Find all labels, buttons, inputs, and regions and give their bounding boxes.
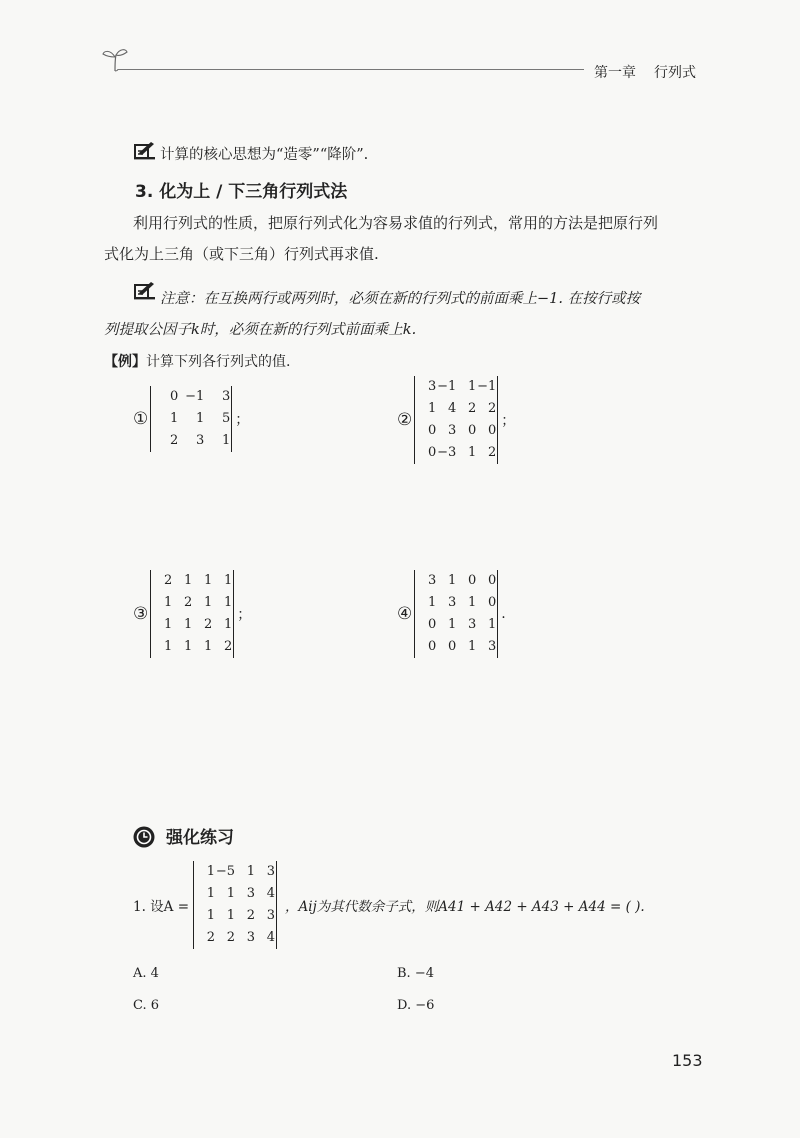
matrix-cell: −3 — [437, 445, 457, 460]
matrix-cell: 2 — [206, 930, 216, 945]
matrix-cell: 1 — [447, 617, 457, 632]
chapter-number: 第一章 — [594, 65, 636, 81]
matrix-cell: 3 — [447, 423, 457, 438]
section-title: 3. 化为上 / 下三角行列式法 — [135, 182, 348, 202]
matrix-row — [416, 636, 496, 658]
determinant-suffix: ； — [501, 413, 516, 429]
matrix-cell: −1 — [185, 389, 205, 404]
paragraph-line: 式化为上三角（或下三角）行列式再求值. — [104, 245, 379, 263]
matrix-cell: 3 — [447, 595, 457, 610]
note-pen-icon — [134, 141, 156, 160]
matrix-cell: 3 — [246, 886, 256, 901]
matrix-cell: 3 — [487, 639, 497, 654]
matrix-cell: 1 — [246, 864, 256, 879]
practice-title: 强化练习 — [166, 828, 234, 848]
matrix-row — [152, 408, 230, 430]
matrix-row — [416, 442, 496, 464]
matrix-cell: 1 — [203, 573, 213, 588]
matrix-cell: 2 — [226, 930, 236, 945]
matrix-cell: 1 — [226, 908, 236, 923]
matrix-cell: 3 — [246, 930, 256, 945]
matrix-cell: 1 — [223, 595, 233, 610]
note-attention — [104, 284, 640, 346]
determinant-bars — [414, 570, 498, 658]
matrix-cell: 3 — [266, 908, 276, 923]
option-a[interactable]: A. 4 — [133, 966, 159, 981]
determinant-3 — [133, 570, 251, 658]
determinant-1 — [133, 386, 249, 452]
determinant-bars — [150, 386, 232, 452]
matrix-cell: 3 — [221, 389, 231, 404]
matrix-cell: 0 — [467, 573, 477, 588]
header-rule — [118, 69, 584, 70]
matrix-cell: 0 — [169, 389, 179, 404]
determinant-label: ① — [133, 409, 149, 429]
matrix-cell: 1 — [163, 617, 173, 632]
matrix-cell: 5 — [221, 411, 231, 426]
section-paragraph — [104, 208, 700, 270]
matrix-cell: 3 — [467, 617, 477, 632]
matrix-row — [152, 386, 230, 408]
matrix-cell: 1 — [223, 573, 233, 588]
matrix-cell: 0 — [427, 617, 437, 632]
matrix-row — [416, 376, 496, 398]
example-bracket: 【例】 — [104, 354, 146, 370]
matrix-cell: 1 — [183, 573, 193, 588]
option-d[interactable]: D. −6 — [397, 998, 435, 1013]
matrix-cell: 1 — [427, 595, 437, 610]
question-1-prefix: 1. 设A = — [133, 899, 190, 915]
matrix-cell: 2 — [163, 573, 173, 588]
matrix-row — [152, 570, 232, 592]
matrix-cell: 2 — [487, 445, 497, 460]
matrix-row — [195, 927, 275, 949]
matrix-row — [152, 592, 232, 614]
matrix-cell: −5 — [215, 864, 236, 879]
matrix-cell: 1 — [206, 886, 216, 901]
matrix-row — [416, 570, 496, 592]
matrix-cell: 0 — [487, 573, 497, 588]
matrix-cell: 4 — [266, 886, 276, 901]
matrix-cell: 1 — [206, 864, 216, 879]
matrix-cell: 0 — [427, 639, 437, 654]
matrix-row — [152, 614, 232, 636]
paragraph-line: 利用行列式的性质，把原行列式化为容易求值的行列式，常用的方法是把原行列 — [133, 214, 659, 232]
determinant-bars — [414, 376, 498, 464]
matrix-cell: 1 — [169, 411, 179, 426]
matrix-row — [416, 592, 496, 614]
matrix-cell: 3 — [427, 573, 437, 588]
matrix-cell: 0 — [427, 445, 437, 460]
matrix-row — [195, 905, 275, 927]
matrix-cell: 1 — [203, 595, 213, 610]
matrix-cell: 2 — [487, 401, 497, 416]
matrix-cell: 1 — [487, 617, 497, 632]
option-c[interactable]: C. 6 — [133, 998, 160, 1013]
matrix-cell: 0 — [487, 423, 497, 438]
matrix-cell: 1 — [221, 433, 231, 448]
matrix-cell: 1 — [447, 573, 457, 588]
page-number: 153 — [672, 1051, 703, 1070]
matrix-cell: 3 — [266, 864, 276, 879]
determinant-suffix: ； — [235, 412, 250, 428]
matrix-cell: 1 — [183, 639, 193, 654]
matrix-cell: 3 — [427, 379, 437, 394]
determinant-label: ④ — [397, 604, 413, 624]
matrix-row — [416, 398, 496, 420]
question-1-matrix — [193, 861, 277, 949]
matrix-cell: 2 — [223, 639, 233, 654]
matrix-cell: −1 — [437, 379, 457, 394]
determinant-label: ③ — [133, 604, 149, 624]
matrix-cell: 1 — [206, 908, 216, 923]
clock-icon — [133, 826, 155, 848]
matrix-cell: 2 — [467, 401, 477, 416]
note-core-idea: 计算的核心思想为“造零”“降阶”. — [160, 147, 369, 163]
determinant-bars — [150, 570, 234, 658]
matrix-cell: 4 — [447, 401, 457, 416]
matrix-cell: 2 — [183, 595, 193, 610]
matrix-cell: 1 — [467, 445, 477, 460]
matrix-cell: 1 — [427, 401, 437, 416]
question-1-suffix: ，Aij为其代数余子式，则A41 + A42 + A43 + A44 = ( ). — [285, 899, 645, 915]
matrix-cell: 1 — [467, 595, 477, 610]
chapter-header — [594, 62, 696, 82]
determinant-suffix: ； — [237, 607, 252, 623]
matrix-cell: 1 — [226, 886, 236, 901]
matrix-cell: 2 — [169, 433, 179, 448]
matrix-cell: 0 — [447, 639, 457, 654]
option-b[interactable]: B. −4 — [397, 966, 434, 981]
matrix-row — [416, 614, 496, 636]
matrix-cell: 2 — [246, 908, 256, 923]
note-line: 列提取公因子k时，必须在新的行列式前面乘上k. — [104, 322, 417, 338]
matrix-row — [195, 861, 275, 883]
matrix-cell: 3 — [195, 433, 205, 448]
matrix-cell: 1 — [163, 595, 173, 610]
determinant-suffix: . — [501, 606, 506, 622]
note-line: 注意：在互换两行或两列时，必须在新的行列式的前面乘上−1. 在按行或按 — [160, 291, 641, 307]
matrix-row — [195, 883, 275, 905]
matrix-cell: 2 — [203, 617, 213, 632]
matrix-cell: 1 — [183, 617, 193, 632]
matrix-cell: 1 — [467, 639, 477, 654]
chapter-title: 行列式 — [654, 65, 696, 81]
matrix-row — [152, 430, 230, 452]
matrix-cell: 4 — [266, 930, 276, 945]
determinant-2 — [397, 376, 515, 464]
matrix-cell: 0 — [467, 423, 477, 438]
determinant-label: ② — [397, 410, 413, 430]
example-text: 计算下列各行列式的值. — [146, 354, 291, 370]
matrix-cell: 0 — [487, 595, 497, 610]
matrix-cell: 1 — [223, 617, 233, 632]
question-1 — [133, 861, 645, 949]
matrix-cell: 1 — [203, 639, 213, 654]
example-heading — [104, 351, 290, 371]
matrix-cell: 0 — [427, 423, 437, 438]
matrix-row — [416, 420, 496, 442]
matrix-cell: −1 — [477, 379, 497, 394]
determinant-4 — [397, 570, 506, 658]
matrix-cell: 1 — [163, 639, 173, 654]
matrix-cell: 1 — [467, 379, 477, 394]
matrix-row — [152, 636, 232, 658]
matrix-cell: 1 — [195, 411, 205, 426]
